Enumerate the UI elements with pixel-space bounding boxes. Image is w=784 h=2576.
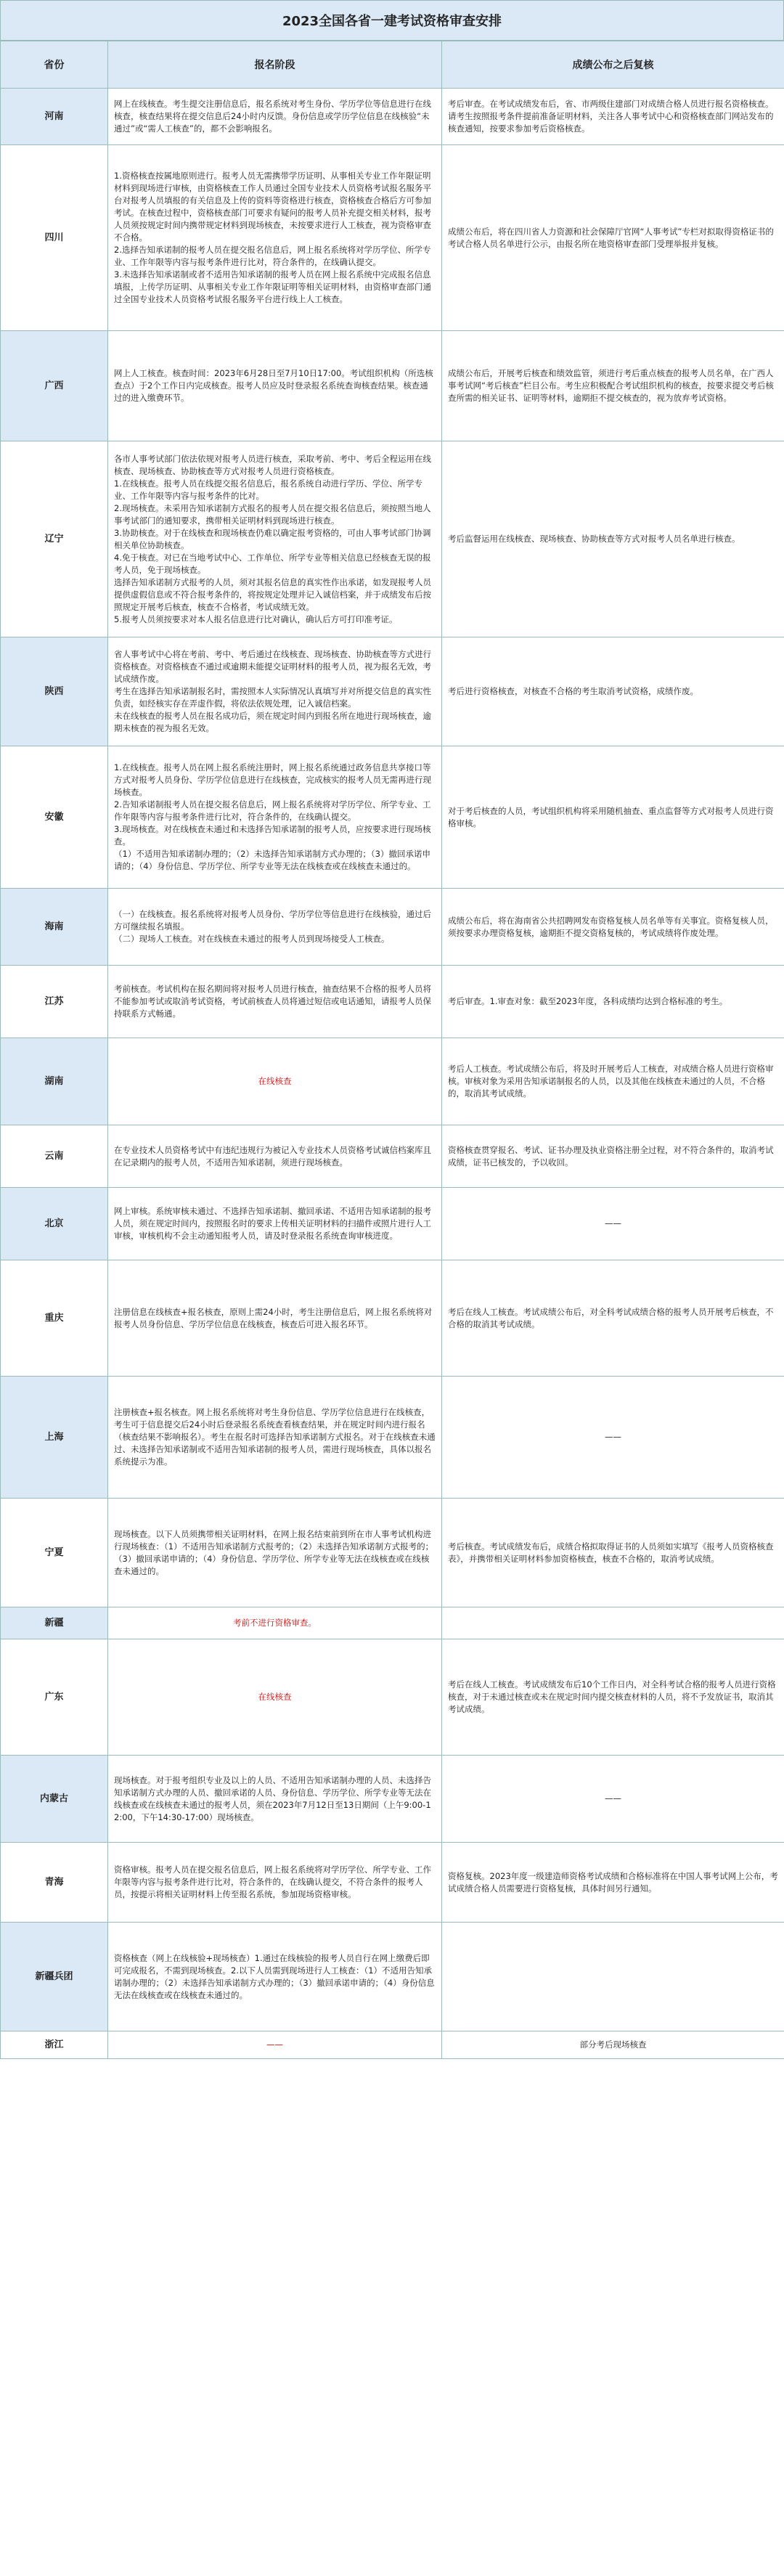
table-row: [1, 746, 784, 889]
enroll-cell: 各市人事考试部门依法依规对报考人员进行核查，采取考前、考中、考后全程运用在线核查、现场核查、协助核查等方式对报考人员进行资格核查。 1.在线核查。报考人员在线提交报名信息后，报名系统自动进行学历、学位、所学专业、工作年限等内容与报考条件的比对。 2.现场核查。未采用告知承诺制方式报名的报考人员在提交报名信息后，须按照当地人事考试部门的通知要求，携带相关证明材料到现场进行核查。 3.协助核查。对于在线核查和现场核查仍难以确定报考资格的，可由人事考试部门协调相关单位协助核查。 4.免于核查。对已在当地考试中心、工作单位、所学专业等相关信息已经核查无误的报考人员，免于现场核查。 选择告知承诺制方式报考的人员，须对其报名信息的真实性作出承诺，如发现报考人员提供虚假信息或不符合报考条件的，将按规定处理并记入诚信档案，并于成绩发布后按照规定开展考后核查，核查不合格者，考试成绩无效。 5.报考人员须按要求对本人报名信息进行比对确认，确认后方可打印准考证。: [108, 441, 442, 637]
enroll-cell: （一）在线核查。报名系统将对报考人员身份、学历学位等信息进行在线核验，通过后方可继续报名填报。 （二）现场人工核查。对在线核查未通过的报考人员到现场接受人工核查。: [108, 889, 442, 966]
review-cell: 考后在线人工核查。考试成绩公布后，对全科考试成绩合格的报考人员开展考后核查，不合格的取消其考试成绩。: [442, 1260, 784, 1377]
enroll-cell: 注册核查+报名核查。网上报名系统将对考生身份信息、学历学位信息进行在线核查，考生可于信息提交后24小时后登录报名系统查看核查结果，并在规定时间内进行报名（核查结果不影响报名）。考生在报名时可选择告知承诺制方式报名。对于在线核查未通过、未选择告知承诺制或不适用告知承诺制的报考人员，需进行现场核查，具体以报名系统提示为准。: [108, 1377, 442, 1499]
table-row: [1, 966, 784, 1038]
province-cell: 广东: [1, 1639, 108, 1756]
table-row: [1, 889, 784, 966]
table-row: [1, 1125, 784, 1188]
review-cell: 成绩公布后，开展考后核查和绩效监管，须进行考后重点核查的报考人员名单，在广西人事考试网“考后核查”栏目公布。考生应积极配合考试组织机构的核查，按要求提交考后核查所需的相关证书、证明等材料，逾期拒不提交核查的，视为放弃考试资格。: [442, 331, 784, 441]
review-cell: 考后核查。考试成绩发布后，成绩合格拟取得证书的人员须如实填写《报考人员资格核查表》，并携带相关证明材料参加资格核查，核查不合格的，取消考试成绩。: [442, 1499, 784, 1607]
review-cell: [442, 1923, 784, 2031]
review-cell: 考后人工核查。考试成绩公布后，将及时开展考后人工核查，对成绩合格人员进行资格审核。审核对象为采用告知承诺制报名的人员，以及其他在线核查未通过的人员，不合格的，取消其考试成绩。: [442, 1038, 784, 1125]
province-cell: 内蒙古: [1, 1756, 108, 1843]
province-cell: 河南: [1, 89, 108, 145]
header-province: 省份: [1, 41, 108, 89]
province-cell: 四川: [1, 145, 108, 331]
enroll-cell: 现场核查。对于报考组织专业及以上的人员、不适用告知承诺制办理的人员、未选择告知承诺制方式办理的人员、撤回承诺的人员、身份信息、学历学位、所学专业等无法在线核查或在线核查未通过的报考人员，须在2023年7月12日至13日期间（上午9:00-12:00，下午14:30-17:00）现场核查。: [108, 1756, 442, 1843]
review-cell: 资格核查贯穿报名、考试、证书办理及执业资格注册全过程，对不符合条件的，取消考试成绩，证书已核发的，予以收回。: [442, 1125, 784, 1188]
province-cell: 陕西: [1, 637, 108, 746]
table-row: [1, 1923, 784, 2031]
enroll-cell: 资格核查（网上在线核验+现场核查）1.通过在线核验的报考人员自行在网上缴费后即可完成报名，不需到现场核查。2.以下人员需到现场进行人工核查：（1）不适用告知承诺制办理的；（2）未选择告知承诺制方式办理的；（3）撤回承诺申请的；（4）身份信息无法在线核查或在线核查未通过的。: [108, 1923, 442, 2031]
enroll-cell: 1.资格核查按属地原则进行。报考人员无需携带学历证明、从事相关专业工作年限证明材料到现场进行审核，由资格核查工作人员通过全国专业技术人员资格考试报名服务平台对报考人员填报的有关信息及上传的资料等资格进行核查，资格核查合格后方可参加考试。在核查过程中，资格核查部门可要求有疑问的报考人员补充提交相关材料，报考人员须按规定时间内携带规定材料到现场核查，未按要求进行人工核查，视为资格审查不合格。 2.选择告知承诺制的报考人员在提交报名信息后，网上报名系统将对学历学位、所学专业、工作年限等内容与报考条件进行比对，符合条件的，在线确认提交。 3.未选择告知承诺制或者不适用告知承诺制的报考人员在网上报名系统中完成报名信息填报，上传学历证明、从事相关专业工作年限证明等相关证明材料，由资格审查部门通过全国专业技术人员资格考试报名服务平台进行线上人工核查。: [108, 145, 442, 331]
review-cell: 考后审查。在考试成绩发布后，省、市两级住建部门对成绩合格人员进行报名资格核查。请考生按照报考条件提前准备证明材料，关注各人事考试中心和资格核查部门网站发布的核查通知，按要求参加考后资格核查。: [442, 89, 784, 145]
table-row: [1, 1377, 784, 1499]
review-cell: ——: [442, 1188, 784, 1260]
table-row: [1, 1756, 784, 1843]
table-row: [1, 1639, 784, 1756]
review-cell: 部分考后现场核查: [442, 2031, 784, 2059]
review-cell: [442, 1607, 784, 1639]
enroll-cell: 1.在线核查。报考人员在网上报名系统注册时，网上报名系统通过政务信息共享接口等方式对报考人员身份、学历学位信息进行在线核查，完成核实的报考人员无需再进行现场核查。 2.告知承诺制报考人员在提交报名信息后，网上报名系统将对学历学位、所学专业、工作年限等内容与报考条件进行比对，符合条件的，在线确认提交。 3.现场核查。对在线核查未通过和未选择告知承诺制的报考人员，应按要求进行现场核查。 （1）不适用告知承诺制办理的；（2）未选择告知承诺制方式办理的；（3）撤回承诺申请的；（4）身份信息、学历学位、所学专业等无法在线核查或在线核查未通过的。: [108, 746, 442, 889]
review-cell: 考后监督运用在线核查、现场核查、协助核查等方式对报考人员名单进行核查。: [442, 441, 784, 637]
province-cell: 广西: [1, 331, 108, 441]
province-cell: 上海: [1, 1377, 108, 1499]
enroll-cell: 在专业技术人员资格考试中有违纪违规行为被记入专业技术人员资格考试诚信档案库且在记录期内的报考人员，不适用告知承诺制，须进行现场核查。: [108, 1125, 442, 1188]
province-cell: 重庆: [1, 1260, 108, 1377]
enroll-cell: ——: [108, 2031, 442, 2059]
enroll-cell: 注册信息在线核查+报名核查，原则上需24小时，考生注册信息后，网上报名系统将对报考人员身份信息、学历学位信息在线核查，核查后可进入报名环节。: [108, 1260, 442, 1377]
review-cell: 成绩公布后，将在四川省人力资源和社会保障厅官网“人事考试”专栏对拟取得资格证书的考试合格人员名单进行公示，由报名所在地资格审查部门受理举报并复核。: [442, 145, 784, 331]
enroll-cell: 资格审核。报考人员在提交报名信息后，网上报名系统将对学历学位、所学专业、工作年限等内容与报考条件进行比对，符合条件的，在线确认提交，不符合条件的报考人员，按提示将相关证明材料上传至报名系统，参加现场资格审核。: [108, 1843, 442, 1923]
table-row: [1, 1038, 784, 1125]
table-row: [1, 441, 784, 637]
review-cell: 考后审查。1.审查对象：截至2023年度，各科成绩均达到合格标准的考生。: [442, 966, 784, 1038]
table-row: [1, 89, 784, 145]
province-cell: 安徽: [1, 746, 108, 889]
review-cell: ——: [442, 1756, 784, 1843]
review-cell: 成绩公布后，将在海南省公共招聘网发布资格复核人员名单等有关事宜。资格复核人员，须按要求办理资格复核，逾期拒不提交资格复核的，考试成绩将作废处理。: [442, 889, 784, 966]
enroll-cell: 现场核查。以下人员须携带相关证明材料，在网上报名结束前到所在市人事考试机构进行现场核查：（1）不适用告知承诺制方式报考的；（2）未选择告知承诺制方式报考的；（3）撤回承诺申请的；（4）身份信息、学历学位、所学专业等无法在线核查或在线核查未通过的。: [108, 1499, 442, 1607]
schedule-table: [0, 41, 784, 2059]
table-row: [1, 1260, 784, 1377]
province-cell: 江苏: [1, 966, 108, 1038]
review-cell: 考后进行资格核查，对核查不合格的考生取消考试资格，成绩作废。: [442, 637, 784, 746]
enroll-cell: 网上审核。系统审核未通过、不选择告知承诺制、撤回承诺、不适用告知承诺制的报考人员，须在规定时间内，按照报名时的要求上传相关证明材料的扫描件或照片进行人工审核，审核机构不会主动通知报考人员，请及时登录报名系统查询审核进度。: [108, 1188, 442, 1260]
enroll-cell: 在线核查: [108, 1038, 442, 1125]
review-cell: 考后在线人工核查。考试成绩发布后10个工作日内，对全科考试合格的报考人员进行资格核查，对于未通过核查或未在规定时间内提交核查材料的人员，将不予发放证书，取消其考试成绩。: [442, 1639, 784, 1756]
table-row: [1, 2031, 784, 2059]
table-row: [1, 1188, 784, 1260]
table-row: [1, 1843, 784, 1923]
enroll-cell: 网上人工核查。核查时间：2023年6月28日至7月10日17:00。考试组织机构（所选核查点）于2个工作日内完成核查。报考人员应及时登录报名系统查询核查结果。核查通过的进入缴费环节。: [108, 331, 442, 441]
table-row: [1, 1499, 784, 1607]
review-cell: 资格复核。2023年度一级建造师资格考试成绩和合格标准将在中国人事考试网上公布，考试成绩合格人员需要进行资格复核，具体时间另行通知。: [442, 1843, 784, 1923]
enroll-cell: 网上在线核查。考生提交注册信息后，报名系统对考生身份、学历学位等信息进行在线核查，核查结果将在提交信息后24小时内反馈。身份信息或学历学位信息在线核验“未通过”或“需人工核查”的，都不会影响报名。: [108, 89, 442, 145]
province-cell: 海南: [1, 889, 108, 966]
header-enroll: 报名阶段: [108, 41, 442, 89]
province-cell: 北京: [1, 1188, 108, 1260]
province-cell: 湖南: [1, 1038, 108, 1125]
province-cell: 云南: [1, 1125, 108, 1188]
enroll-cell: 考前不进行资格审查。: [108, 1607, 442, 1639]
table-row: [1, 637, 784, 746]
page-title: 2023全国各省一建考试资格审查安排: [0, 0, 784, 41]
table-header-row: [1, 41, 784, 89]
enroll-cell: 考前核查。考试机构在报名期间将对报考人员进行核查，抽查结果不合格的报考人员将不能参加考试或取消考试资格，考试前核查人员将通过短信或电话通知，请报考人员保持联系方式畅通。: [108, 966, 442, 1038]
enroll-cell: 省人事考试中心将在考前、考中、考后通过在线核查、现场核查、协助核查等方式进行资格核查。对资格核查不通过或逾期未能提交证明材料的报考人员，视为报名无效，考试成绩作废。 考生在选择告知承诺制报名时，需按照本人实际情况认真填写并对所提交信息的真实性负责，如经核实存在弄虚作假，将依法依规处理，记入诚信档案。 未在线核查的报考人员在报名成功后，须在规定时间内到报名所在地进行现场核查，逾期未核查的视为报名无效。: [108, 637, 442, 746]
review-cell: ——: [442, 1377, 784, 1499]
header-review: 成绩公布之后复核: [442, 41, 784, 89]
enroll-cell: 在线核查: [108, 1639, 442, 1756]
province-cell: 宁夏: [1, 1499, 108, 1607]
province-cell: 新疆兵团: [1, 1923, 108, 2031]
table-row: [1, 145, 784, 331]
review-cell: 对于考后核查的人员，考试组织机构将采用随机抽查、重点监督等方式对报考人员进行资格审核。: [442, 746, 784, 889]
province-cell: 浙江: [1, 2031, 108, 2059]
province-cell: 青海: [1, 1843, 108, 1923]
province-cell: 辽宁: [1, 441, 108, 637]
table-row: [1, 331, 784, 441]
table-body: [1, 89, 784, 2059]
table-row: [1, 1607, 784, 1639]
province-cell: 新疆: [1, 1607, 108, 1639]
